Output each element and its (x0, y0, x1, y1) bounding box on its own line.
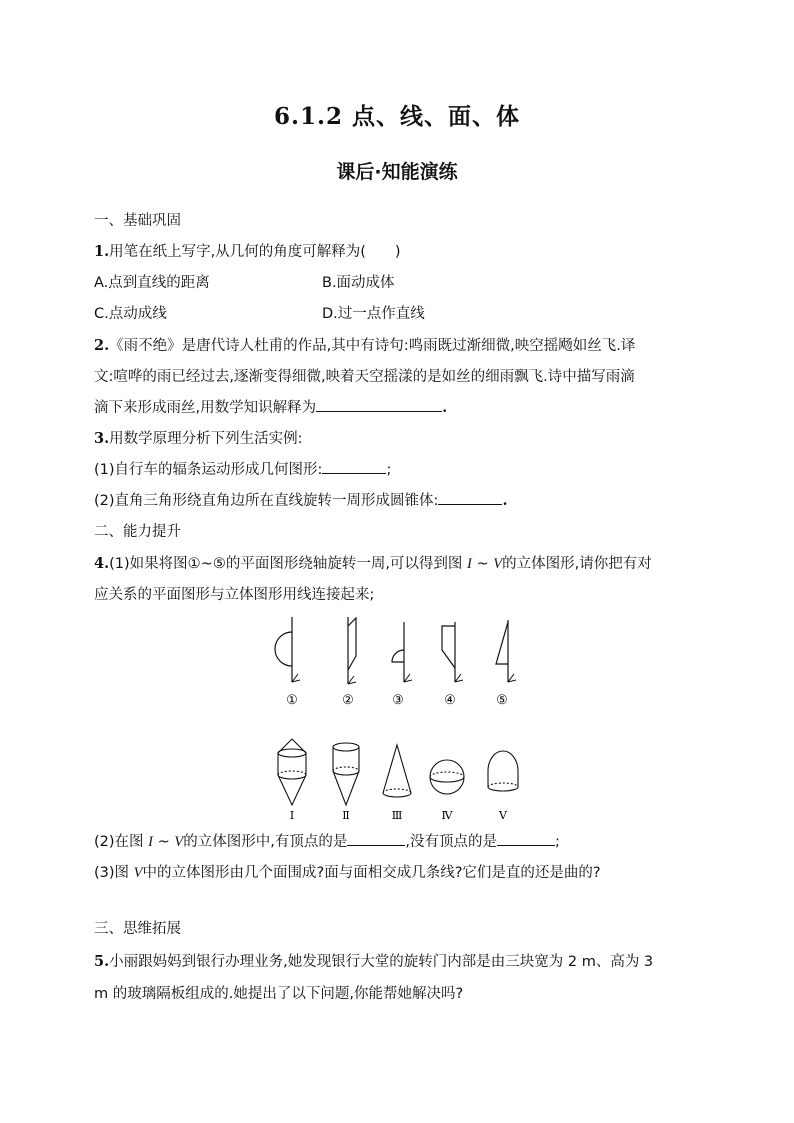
answer-blank[interactable] (347, 831, 405, 846)
tilde: ~ (153, 834, 175, 850)
solid-figures (266, 733, 536, 825)
section-heading-ability: 二、能力提升 (94, 524, 181, 540)
question-text: 的立体图形中,有顶点的是 (183, 834, 348, 850)
solid-label-4: Ⅳ (441, 809, 453, 822)
question-text: 《雨不绝》是唐代诗人杜甫的作品,其中有诗句:鸣雨既过渐细微,映空摇飏如丝飞.译 (109, 338, 636, 354)
question-2-line-2: 文:喧哗的雨已经过去,逐渐变得细微,映着天空摇漾的是如丝的细雨飘飞.诗中描写雨滴 (94, 369, 635, 385)
roman-v: V (493, 556, 503, 572)
end-mark: . (442, 399, 448, 416)
solid-label-5: Ⅴ (499, 809, 507, 822)
plane-label-2: ② (342, 693, 354, 708)
option-c: C.点动成线 (94, 306, 167, 322)
plane-label-5: ⑤ (496, 693, 508, 708)
question-text: (3)图 (94, 865, 134, 881)
question-text: 滴下来形成雨丝,用数学知识解释为 (94, 400, 317, 416)
question-2-line-3 (94, 396, 447, 417)
question-text: (2)在图 (94, 834, 149, 850)
option-b: B.面动成体 (322, 275, 395, 291)
question-4-sub-3 (94, 861, 601, 882)
question-text: (1)自行车的辐条运动形成几何图形: (94, 462, 323, 478)
solid-figure-2 (333, 743, 359, 805)
question-text: 用数学原理分析下列生活实例: (109, 431, 303, 447)
question-4-sub-2 (94, 830, 560, 851)
plane-label-4: ④ (444, 693, 456, 708)
solid-label-1: Ⅰ (289, 809, 295, 822)
plane-figure-1 (275, 617, 300, 682)
plane-figure-3 (392, 622, 412, 682)
solid-figure-5 (488, 751, 518, 791)
plane-label-3: ③ (392, 693, 404, 708)
question-3-sub-2 (94, 489, 508, 510)
section-heading-basic: 一、基础巩固 (94, 213, 181, 229)
question-text: ,没有顶点的是 (405, 834, 497, 850)
roman-v: V (174, 834, 184, 850)
question-5-line-1 (94, 950, 653, 971)
answer-blank[interactable] (316, 397, 442, 412)
solid-figure-1 (278, 739, 306, 805)
option-d: D.过一点作直线 (322, 306, 425, 322)
solid-figure-3 (383, 745, 411, 797)
answer-blank[interactable] (497, 831, 555, 846)
answer-blank[interactable] (438, 490, 502, 505)
question-number: 4. (94, 555, 110, 572)
page-subtitle: 课后·知能演练 (336, 161, 458, 183)
question-text: 中的立体图形由几个面围成?面与面相交成几条线?它们是直的还是曲的? (142, 865, 601, 881)
question-text: (1)如果将图①~⑤的平面图形绕轴旋转一周,可以得到图 (109, 556, 468, 572)
end-mark: . (502, 492, 508, 509)
question-2-line-1 (94, 334, 635, 355)
question-text: 用笔在纸上写字,从几何的角度可解释为( ) (109, 244, 401, 260)
solid-label-2: Ⅱ (342, 809, 350, 822)
plane-label-1: ① (286, 693, 298, 708)
solid-label-3: Ⅲ (391, 809, 403, 822)
plane-figure-2 (348, 617, 356, 684)
answer-blank[interactable] (322, 459, 386, 474)
question-text: 的立体图形,请你把有对 (502, 556, 652, 572)
question-number: 5. (94, 953, 110, 970)
option-a: A.点到直线的距离 (94, 275, 210, 291)
plane-figures (270, 612, 530, 712)
tilde: ~ (471, 556, 494, 572)
question-text: 小丽跟妈妈到银行办理业务,她发现银行大堂的旋转门内部是由三块宽为 2 m、高为 3 (109, 954, 654, 970)
solid-figure-4 (430, 760, 464, 794)
question-4-line-1 (94, 552, 652, 573)
page-title: 6.1.2 点、线、面、体 (273, 103, 521, 130)
roman-i: I (148, 834, 153, 850)
end-mark: ; (554, 834, 560, 850)
question-1 (94, 240, 401, 261)
question-number: 1. (94, 243, 110, 260)
question-number: 2. (94, 337, 110, 354)
question-3-sub-1 (94, 458, 391, 479)
plane-figure-4 (442, 622, 463, 682)
section-heading-thinking: 三、思维拓展 (94, 921, 181, 937)
roman-i: I (467, 556, 472, 572)
plane-figure-5 (496, 620, 516, 682)
end-mark: ; (386, 462, 392, 478)
question-3 (94, 427, 303, 448)
roman-v: V (133, 865, 143, 881)
question-text: (2)直角三角形绕直角边所在直线旋转一周形成圆锥体: (94, 493, 439, 509)
question-4-line-2: 应关系的平面图形与立体图形用线连接起来; (94, 587, 375, 603)
question-5-line-2: m 的玻璃隔板组成的.她提出了以下问题,你能帮她解决吗? (94, 986, 464, 1002)
question-number: 3. (94, 430, 110, 447)
